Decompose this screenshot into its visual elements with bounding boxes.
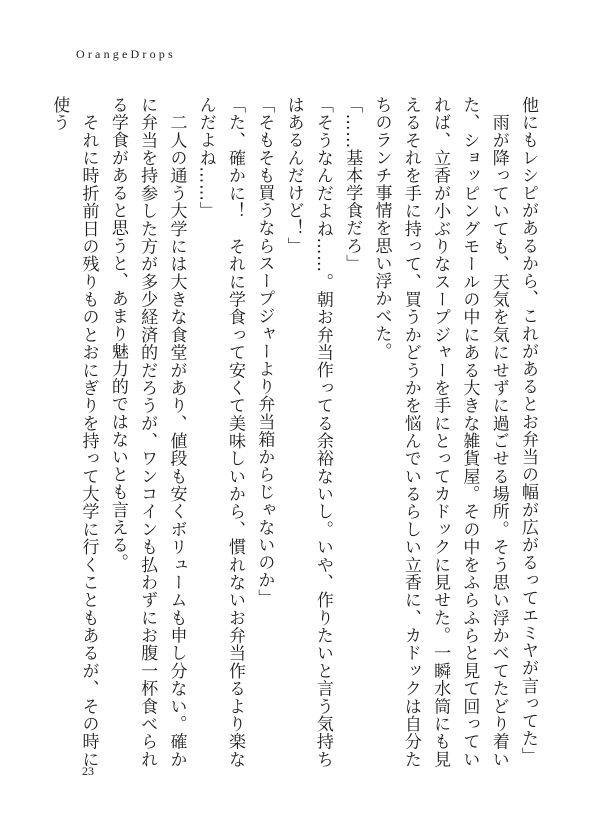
paragraph: 二人の通う大学には大きな食堂があり、値段も安くボリュームも申し分ない。確かに弁当を持参した方が多少経済的だろうが、ワンコインも払わずにお腹一杯食べられる学食があると思うと、あまり魅力的ではないとも言える。 [107,96,187,768]
running-header: OrangeDrops [76,47,176,61]
paragraph: それに時折前日の残りものとおにぎりを持って大学に行くこともあるが、その時に使う [49,96,99,768]
paragraph: 他にもレシピがあるから、これがあるとお弁当の幅が広がるってエミヤが言ってた」 [518,96,538,765]
dialogue-line: 「そうなんだよね……。朝お弁当作ってる余裕ないし。いや、作りたいと言う気持ちはあるんだけど！」 [283,96,333,768]
dialogue-line: 「……基本学食だろ」 [342,96,363,272]
vertical-body-text [49,96,542,768]
dialogue-line: 「そもそも買うならスープジャーより弁当箱からじゃないのか」 [254,96,275,607]
dialogue-line: 「た、確かに！ それに学食って安くて美味しいから、慣れないお弁当作るより楽なんだよね……」 [195,96,246,768]
paragraph: 雨が降っていても、天気を気にせずに過ごせる場所。そう思い浮かべてたどり着いた、ショッピングモールの中にある大きな雑貨屋。その中をふらふらと見て回っていれば、立香が小ぶりなスープジャーを手にとってカドックに見せた。一瞬水筒にも見えるそれを手に持って、買うかどうかを悩んでいるらしい立香に、カドックは自分たちのランチ事情を思い浮かべた。 [371,96,509,768]
page-number: 23 [82,764,94,778]
